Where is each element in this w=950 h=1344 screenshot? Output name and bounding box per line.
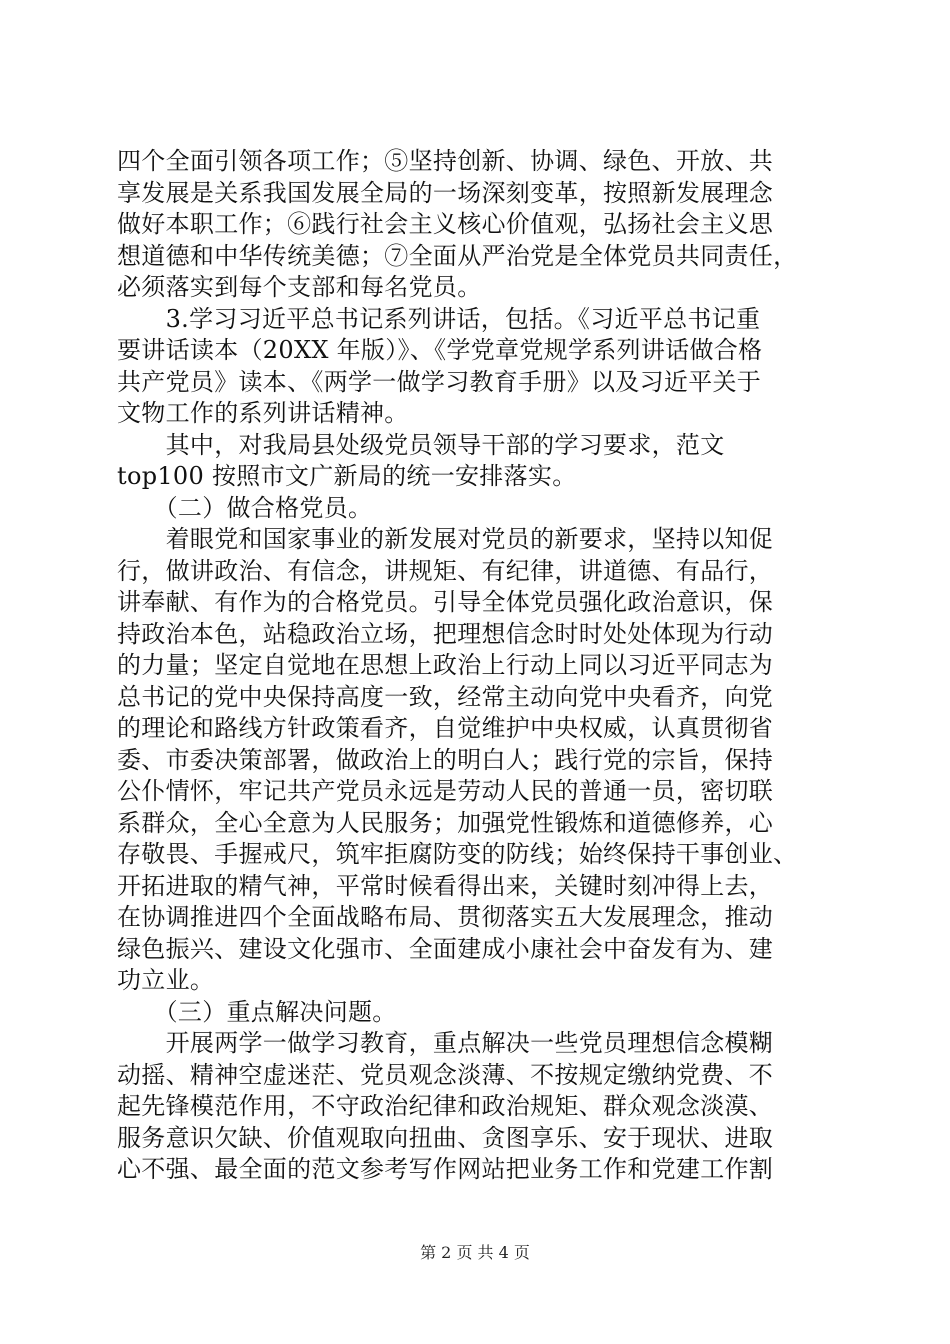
text-line: 服务意识欠缺、价值观取向扭曲、贪图享乐、安于现状、进取 [117,1123,774,1152]
text-line: 的力量；坚定自觉地在思想上政治上行动上同以习近平同志为 [117,651,774,679]
text-line: 做好本职工作；⑥践行社会主义核心价值观，弘扬社会主义思 [117,210,774,238]
text-line: 动摇、精神空虚迷茫、党员观念淡薄、不按规定缴纳党费、不 [117,1060,774,1089]
text-line: 3.学习习近平总书记系列讲话，包括。《习近平总书记重 [117,304,761,333]
text-line: 享发展是关系我国发展全局的一场深刻变革，按照新发展理念 [117,178,774,207]
text-line: 起先锋模范作用，不守政治纪律和政治规矩、群众观念淡漠、 [117,1092,774,1120]
text-line: 文物工作的系列讲话精神。 [117,399,409,427]
text-line: top100 按照市文广新局的统一安排落实。 [117,462,577,490]
text-line: 的理论和路线方针政策看齐，自觉维护中央权威，认真贯彻省 [117,714,774,742]
text-line: 开展两学一做学习教育，重点解决一些党员理想信念模糊 [117,1029,774,1057]
text-line: 绿色振兴、建设文化强市、全面建成小康社会中奋发有为、建 [117,934,774,963]
text-line: 系群众，全心全意为人民服务；加强党性锻炼和道德修养，心 [117,808,774,837]
text-line: 总书记的党中央保持高度一致，经常主动向党中央看齐，向党 [117,682,774,711]
text-line: 讲奉献、有作为的合格党员。引导全体党员强化政治意识，保 [117,588,774,616]
text-line: 要讲话读本（20XX 年版）》、《学党章党规学系列讲话做合格 [117,336,763,364]
text-line: 心不强、最全面的范文参考写作网站把业务工作和党建工作割 [117,1155,774,1183]
text-line: 公仆情怀，牢记共产党员永远是劳动人民的普通一员，密切联 [117,777,774,805]
text-line: 行，做讲政治、有信念，讲规矩、有纪律，讲道德、有品行， [117,556,774,585]
section-heading: （三）重点解决问题。 [117,997,397,1026]
text-line: 其中，对我局县处级党员领导干部的学习要求，范文 [117,430,725,459]
text-line: 功立业。 [117,966,215,994]
page-number-footer: 第 2 页 共 4 页 [420,1243,530,1262]
text-line: 委、市委决策部署，做政治上的明白人；践行党的宗旨，保持 [117,745,774,774]
text-line: 持政治本色，站稳政治立场，把理想信念时时处处体现为行动 [117,619,774,648]
text-line: 四个全面引领各项工作；⑤坚持创新、协调、绿色、开放、共 [117,147,774,175]
text-line: 存敬畏、手握戒尺，筑牢拒腐防变的防线；始终保持干事创业、 [117,840,798,868]
text-line: 在协调推进四个全面战略布局、贯彻落实五大发展理念，推动 [117,903,774,931]
text-line: 共产党员》读本、《两学一做学习教育手册》以及习近平关于 [117,367,762,396]
text-line: 着眼党和国家事业的新发展对党员的新要求，坚持以知促 [117,525,774,553]
section-heading: （二）做合格党员。 [117,493,373,522]
text-line: 开拓进取的精气神，平常时候看得出来，关键时刻冲得上去， [117,871,774,900]
text-line: 必须落实到每个支部和每名党员。 [117,273,482,301]
document-body [117,146,839,1186]
text-line: 想道德和中华传统美德；⑦全面从严治党是全体党员共同责任， [117,241,798,270]
